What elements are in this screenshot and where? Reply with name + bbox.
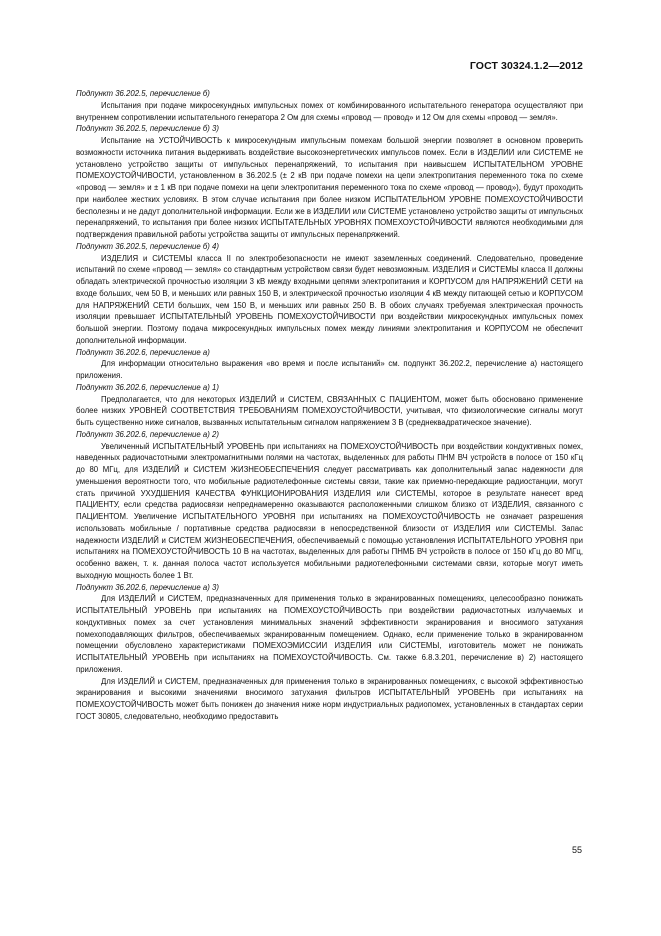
paragraph: Предполагается, что для некоторых ИЗДЕЛИЙ и СИСТЕМ, СВЯЗАННЫХ С ПАЦИЕНТОМ, может быть обосновано применение более низких УРОВНЕЙ СООТВЕТСТВИЯ ТРЕБОВАНИЯМ ПОМЕХОУСТОЙЧИВОСТИ, учитывая, что физиологические сигналы могут быть существенно ниже сигналов, вызванных испытательным сигналом напряжением 3 В (среднеквадратическое значение). bbox=[76, 394, 583, 427]
paragraph: Испытание на УСТОЙЧИВОСТЬ к микросекундным импульсным помехам большой энергии позволяет в основном проверить возможности источника питания выдерживать воздействие высокоэнергетических импульсов помех. Если в ИЗДЕЛИИ или СИСТЕМЕ не установлено устройство защиты от импульсных перенапряжений, то испытания при наивысшем ИСПЫТАТЕЛЬНОМ УРОВНЕ ПОМЕХОУСТОЙЧИВОСТИ, установленном в 36.202.5 (± 2 кВ при подаче помехи на цепи электропитания переменного тока по схеме «провод — земля» и ± 1 кВ при подаче помехи на цепи электропитания переменного тока по схеме «провод — провод»), будут проходить при наиболее жестких условиях. В этом случае испытания при более низком ИСПЫТАТЕЛЬНОМ УРОВНЕ ПОМЕХОУСТОЙЧИВОСТИ бесполезны и не дадут дополнительной информации. Если же в ИЗДЕЛИИ или СИСТЕМЕ установлено устройство защиты от импульсных перенапряжений, то испытания при более низких ИСПЫТАТЕЛЬНЫХ УРОВНЯХ ПОМЕХОУСТОЙЧИВОСТИ являются необходимыми для подтверждения правильной работы устройства защиты от импульсных перенапряжений. bbox=[76, 136, 583, 239]
subclause-heading: Подпункт 36.202.5, перечисление б) 4) bbox=[76, 241, 219, 251]
document-body bbox=[76, 88, 583, 723]
paragraph: Увеличенный ИСПЫТАТЕЛЬНЫЙ УРОВЕНЬ при испытаниях на ПОМЕХОУСТОЙЧИВОСТЬ при воздействии кондуктивных помех, наведенных радиочастотными электромагнитными полями на частотах, выделенных для работы ПНМ ВЧ устройств в полосе от 150 кГц до 80 МГц, для ИЗДЕЛИЙ и СИСТЕМ ЖИЗНЕОБЕСПЕЧЕНИЯ следует рассматривать как дополнительный запас надежности для уменьшения вероятности того, что мобильные радиотелефонные системы связи, такие как приемно-передающие радиостанции, могут стать причиной УХУДШЕНИЯ КАЧЕСТВА ФУНКЦИОНИРОВАНИЯ ИЗДЕЛИЯ или СИСТЕМЫ, которое в результате нанесет вред ПАЦИЕНТУ, если средства радиосвязи непреднамеренно оказываются расположенными слишком близко от ИЗДЕЛИЯ, связанного с ПАЦИЕНТОМ. Увеличение ИСПЫТАТЕЛЬНОГО УРОВНЯ при испытаниях на ПОМЕХОУСТОЙЧИВОСТЬ не означает разрешения использовать мобильные / портативные средства радиосвязи в непосредственной близости от ИЗДЕЛИЯ или СИСТЕМЫ. Запас надежности ИЗДЕЛИЙ и СИСТЕМ ЖИЗНЕОБЕСПЕЧЕНИЯ, обеспечиваемый с помощью установления ИСПЫТАТЕЛЬНОГО УРОВНЯ при испытаниях на ПОМЕХОУСТОЙЧИВОСТЬ 10 В на частотах, выделенных для работы ПНМБ ВЧ устройств в полосе от 150 кГц до 80 МГц, особенно важен, т. к. данная полоса частот используется мобильными радиотелефонными системами связи, которые могут иметь выходную мощность более 1 Вт. bbox=[76, 441, 583, 580]
paragraph: ИЗДЕЛИЯ и СИСТЕМЫ класса II по электробезопасности не имеют заземленных соединений. Следовательно, проведение испытаний по схеме «провод — земля» со стандартным устройством связи будет невозможным. ИЗДЕЛИЯ и СИСТЕМЫ класса II должны обладать электрической прочностью изоляции 3 кВ между входными цепями электропитания и КОРПУСОМ для НАПРЯЖЕНИЙ СЕТИ на входе больших, чем 50 В, и меньших или равных 150 В, и электрической прочностью изоляции 4 кВ между питающей сетью и КОРПУСОМ для НАПРЯЖЕНИЙ СЕТИ больших, чем 150 В, и меньших или равных 250 В. В обоих случаях требуемая электрическая прочность изоляции превышает ИСПЫТАТЕЛЬНЫЙ УРОВЕНЬ ПОМЕХОУСТОЙЧИВОСТИ при воздействии микросекундных импульсных помех большой энергии. Поэтому подача микросекундных импульсных помех между линиями электропитания и КОРПУСОМ не обеспечит дополнительной информации. bbox=[76, 253, 583, 345]
subclause-heading: Подпункт 36.202.6, перечисление а) bbox=[76, 347, 210, 357]
paragraph: Для информации относительно выражения «во время и после испытаний» см. подпункт 36.202.2, перечисление а) настоящего приложения. bbox=[76, 359, 583, 380]
subclause-heading: Подпункт 36.202.5, перечисление б) 3) bbox=[76, 124, 219, 134]
subclause-heading: Подпункт 36.202.6, перечисление а) 2) bbox=[76, 429, 219, 439]
document-id-header: ГОСТ 30324.1.2—2012 bbox=[469, 60, 583, 72]
subclause-heading: Подпункт 36.202.5, перечисление б) bbox=[76, 89, 210, 98]
subclause-heading: Подпункт 36.202.6, перечисление а) 1) bbox=[76, 382, 219, 392]
paragraph: Для ИЗДЕЛИЙ и СИСТЕМ, предназначенных для применения только в экранированных помещениях, целесообразно понижать ИСПЫТАТЕЛЬНЫЙ УРОВЕНЬ при испытаниях на ПОМЕХОУСТОЙЧИВОСТЬ при воздействии радиочастотных излучаемых и кондуктивных помех за счет установления минимальных значений эффективности экранирования и вносимого затухания помехоподавляющих фильтров, обеспечиваемых экранированным помещением. Однако, если применение только в экранированном помещении обусловлено характеристиками ПОМЕХОЭМИССИИ ИЗДЕЛИЯ или СИСТЕМЫ, изготовитель может не понижать ИСПЫТАТЕЛЬНЫЙ УРОВЕНЬ при испытаниях на ПОМЕХОУСТОЙЧИВОСТЬ. См. также 6.8.3.201, перечисление в) 2) настоящего приложения. bbox=[76, 594, 583, 674]
paragraph: Испытания при подаче микросекундных импульсных помех от комбинированного испытательного генератора осуществляют при внутреннем сопротивлении испытательного генератора 2 Ом для схемы «провод — провод» и 12 Ом для схемы «провод — земля». bbox=[76, 100, 583, 122]
paragraph: Для ИЗДЕЛИЙ и СИСТЕМ, предназначенных для применения только в экранированных помещениях, с высокой эффективностью экранирования и высокими значениями вносимого затухания фильтров ИСПЫТАТЕЛЬНЫЙ УРОВЕНЬ при испытаниях на ПОМЕХОУСТОЙЧИВОСТЬ может быть понижен до значения ниже норм индустриальных радиопомех, установленных в стандартах серии ГОСТ 30805, следовательно, необходимо предоставить bbox=[76, 676, 583, 721]
subclause-heading: Подпункт 36.202.6, перечисление а) 3) bbox=[76, 582, 219, 592]
page-number: 55 bbox=[571, 845, 582, 855]
